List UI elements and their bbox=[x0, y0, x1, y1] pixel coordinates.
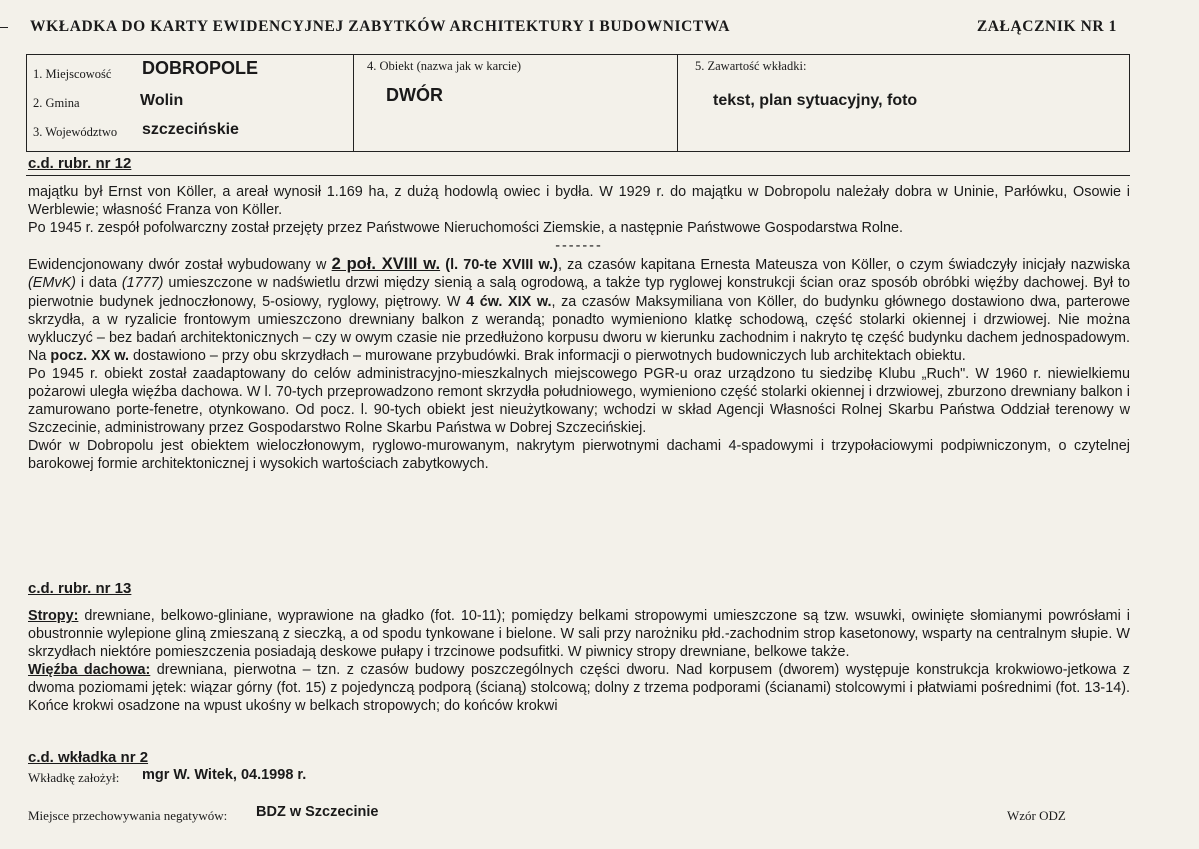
section-12-heading: c.d. rubr. nr 12 bbox=[28, 155, 132, 172]
wiezba-label: Więźba dachowa: bbox=[28, 662, 151, 679]
contents-label: 5. Zawartość wkładki: bbox=[695, 59, 807, 73]
object-value: DWÓR bbox=[386, 85, 443, 105]
section-12-body bbox=[28, 183, 1130, 474]
paragraph: Dwór w Dobropolu jest obiektem wieloczłonowym, ryglowo-murowanym, nakrytym pierwotnymi dachami 4-spadowymi i trzypołaciowymi podpiwniczonym, o czytelnej barokowej formie architektonicznej i wysokich wartościach zabytkowych. bbox=[28, 438, 1130, 473]
section-13-body bbox=[28, 607, 1130, 716]
form-label: Wzór ODZ bbox=[1007, 808, 1066, 823]
paragraph: Po 1945 r. zespół pofolwarczny został przejęty przez Państwowe Nieruchomości Ziemskie, a następnie Państwowe Gospodarstwa Rolne. bbox=[28, 220, 904, 237]
annex-number: ZAŁĄCZNIK NR 1 bbox=[976, 18, 1117, 35]
storage-label: Miejsce przechowywania negatywów: bbox=[28, 808, 228, 823]
column-divider bbox=[353, 55, 354, 151]
commune-value: Wolin bbox=[140, 92, 184, 109]
town-label: 1. Miejscowość bbox=[33, 67, 112, 81]
object-label: 4. Obiekt (nazwa jak w karcie) bbox=[367, 59, 522, 73]
header-fields-box bbox=[26, 54, 1130, 152]
voivodeship-label: 3. Województwo bbox=[33, 125, 118, 139]
divider: ------- bbox=[555, 238, 603, 255]
column-divider bbox=[677, 55, 678, 151]
voivodeship-value: szczecińskie bbox=[142, 121, 239, 138]
section-rule bbox=[26, 175, 1130, 176]
author-label: Wkładkę założył: bbox=[28, 770, 120, 785]
edge-mark bbox=[0, 27, 8, 28]
paragraph: Stropy: drewniane, belkowo-gliniane, wyprawione na gładko (fot. 10-11); pomiędzy belkami stropowymi umieszczone są tzw. wsuwki, owinięte słomianymi powrósłami i obustronnie wylepione gliną zmieszaną z sieczką, a od spodu tynkowane i bielone. W sali przy narożniku płd.-zachodnim strop kasetonowy, wsparty na centralnym słupie. W skrzydłach niektóre pomieszczenia posiadają deskowe pułapy i trzcinowe podsufitki. W piwnicy stropy drewniane, belkowe także. bbox=[28, 608, 1130, 661]
paragraph: Ewidencjonowany dwór został wybudowany w 2 poł. XVIII w. (l. 70-te XVIII w.), za czasów kapitana Ernesta Mateusza von Köller, o czym świadczyły inicjały nazwiska (EMvK) i data (1777) umieszczone w nadświetlu drzwi między sienią a salą ogrodową, a także typ ryglowej konstrukcji ścian oraz sposób obróbki więźby dachowej. Był to pierwotnie budynek jednoczłonowy, 5-osiowy, ryglowy, piętrowy. W 4 ćw. XIX w., za czasów Maksymiliana von Köller, do budynku głównego dostawiono dwa, parterowe skrzydła, a w ryzalicie frontowym umieszczono drewniany balkon z werandą; ponadto wymieniono klatkę schodową, część stolarki okiennej i drzwiowej. Nie można wykluczyć – bez badań architektonicznych – czy w owym czasie nie przedłużono korpusu dworu w kierunku zachodnim i nakryto tę część budynku dachem jednospadowym. Na pocz. XX w. dostawiono – przy obu skrzydłach – murowane przybudówki. Brak informacji o pierwotnych budowniczych lub architektach obiektu. bbox=[28, 255, 1131, 364]
town-value: DOBROPOLE bbox=[142, 58, 259, 78]
stropy-label: Stropy: bbox=[28, 608, 79, 624]
contents-value: tekst, plan sytuacyjny, foto bbox=[713, 92, 918, 109]
commune-label: 2. Gmina bbox=[33, 96, 80, 110]
section-13-heading: c.d. rubr. nr 13 bbox=[28, 580, 132, 597]
paragraph: Po 1945 r. obiekt został zaadaptowany do celów administracyjno-mieszkalnych miejscowego PGR-u oraz urządzono tu siedzibę Klubu „Ruch". W 1960 r. niewielkiemu pożarowi uległa więźba dachowa. W l. 70-tych przeprowadzono remont skrzydła południowego, wymieniono część stolarki okiennej i drzwiowej, zburzono drewniany balkon i zamurowano porte-fenetre, otynkowano. Od pocz. l. 90-tych obiekt jest nieużytkowany; wchodzi w skład Agencji Własności Rolnej Skarbu Państwa Oddział terenowy w Szczecinie, administrowany przez Gospodarstwo Rolne Skarbu Państwa w Dobrej Szczecińskiej. bbox=[28, 365, 1130, 437]
paragraph: majątku był Ernst von Köller, a areał wynosił 1.169 ha, z dużą hodowlą owiec i bydła. W 1929 r. do majątku w Dobropolu należały dobra w Uninie, Parłówku, Osowie i Werblewie; własność Franza von Köller. bbox=[28, 184, 1130, 219]
document-title: WKŁADKA DO KARTY EWIDENCYJNEJ ZABYTKÓW ARCHITEKTURY I BUDOWNICTWA bbox=[30, 18, 731, 35]
author-value: mgr W. Witek, 04.1998 r. bbox=[142, 767, 307, 783]
continuation-note: c.d. wkładka nr 2 bbox=[28, 749, 149, 766]
paragraph: Więźba dachowa: drewniana, pierwotna – tzn. z czasów budowy poszczególnych części dworu. Nad korpusem (dworem) występuje konstrukcja krokwiowo-jetkowa z dwoma poziomami jętek: wiązar górny (fot. 15) z pojedynczą podporą (ścianą) stolcową; dolny z trzema podporami (ścianami) stolcowymi i płatwiami pośrednimi (fot. 13-14). Końce krokwi osadzone na wpust ukośny w belkach stropowych; do końców krokwi bbox=[28, 662, 1130, 715]
storage-value: BDZ w Szczecinie bbox=[256, 804, 379, 820]
